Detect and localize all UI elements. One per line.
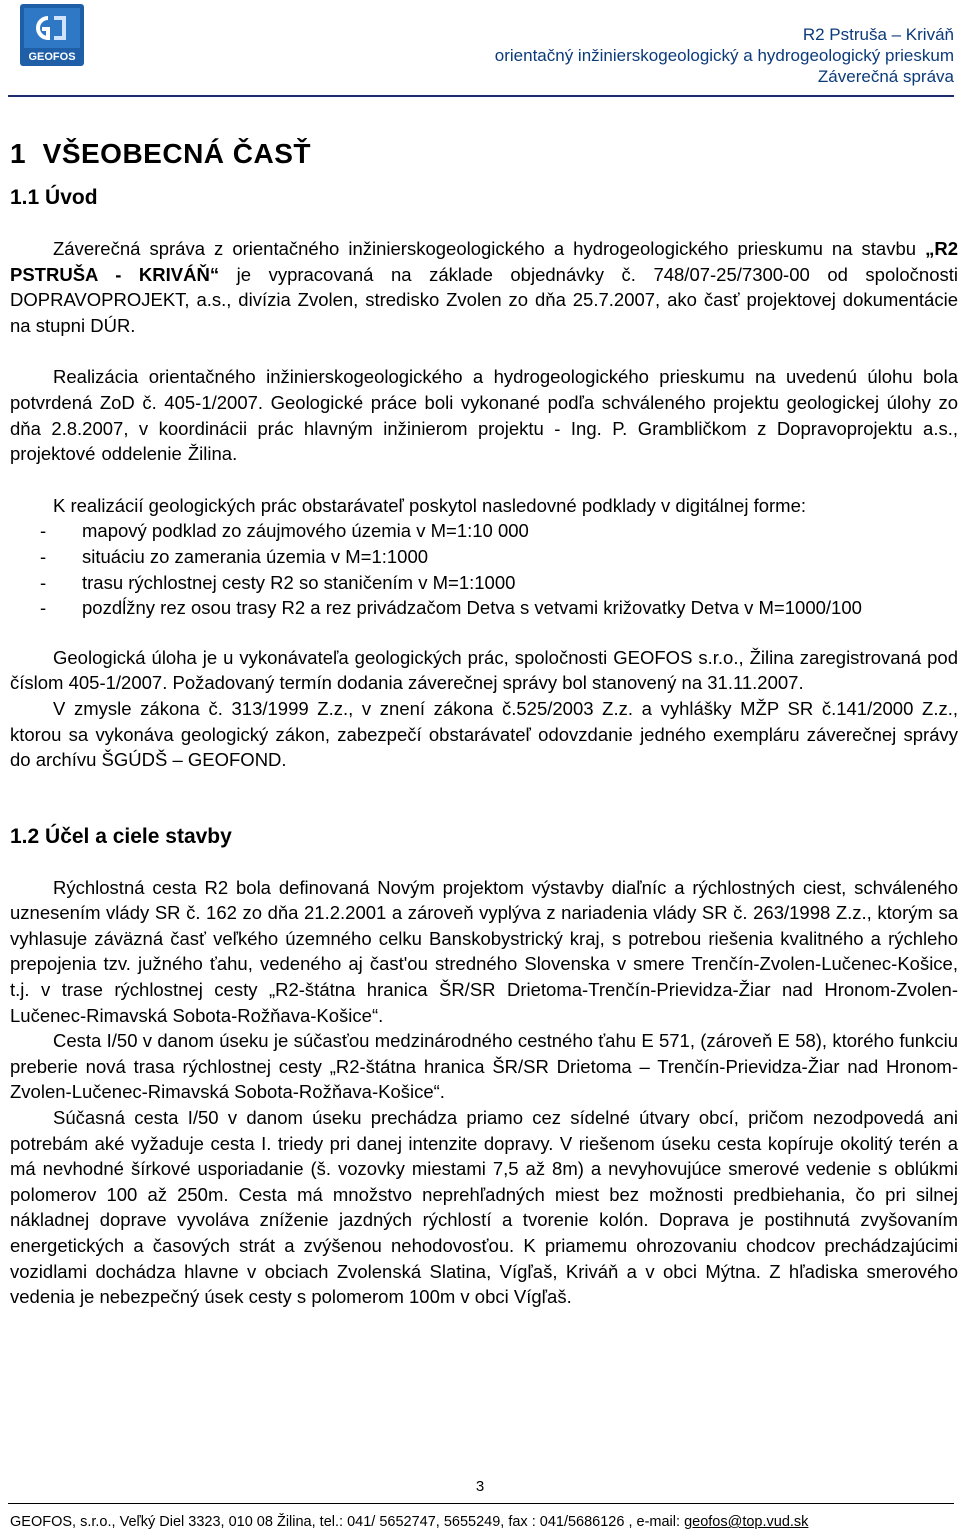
paragraph-text: Záverečná správa z orientačného inžinierskogeologického a hydrogeologického prieskumu na stavbu [53, 238, 926, 259]
chapter-title: VŠEOBECNÁ ČASŤ [42, 138, 312, 169]
header-title-block [495, 24, 954, 87]
list-marker: - [40, 545, 47, 567]
page-footer [10, 1514, 808, 1530]
list-item [10, 544, 958, 570]
paragraph-legal: V zmysle zákona č. 313/1999 Z.z., v znení zákona č.525/2003 Z.z. a vyhlášky MŽP SR č.141/2000 Z.z., ktorou sa vykonáva geologický zákon, zabezpečí obstarávateľ odovzdanie jedného exempláru záverečnej správy do archívu ŠGÚDŠ – GEOFOND. [10, 697, 958, 771]
section-heading-ucel: 1.2 Účel a ciele stavby [10, 824, 232, 848]
document-body [10, 134, 958, 1310]
paragraph-realization: Realizácia orientačného inžinierskogeologického a hydrogeologického prieskumu na uvedenú úlohu bola potvrdená ZoD č. 405-1/2007. Geologické práce boli vykonané podľa schváleného projektu geologickej úlohy zo dňa 2.8.2007, v koordinácii prác hlavným inžinierom projektu - Ing. P. Grambličkom z Dopravoprojektu a.s., projektové oddelenie Žilina. [10, 366, 958, 465]
section-heading-uvod: 1.1 Úvod [10, 186, 98, 209]
paragraph-i50: Cesta I/50 v danom úseku je súčasťou medzinárodného cestného ťahu E 571, (zároveň E 58), ktorého funkciu preberie nová trasa rýchlostnej cesty „R2-štátna hranica ŠR/SR Drietoma – Trenčín-Prievidza-Žiar nad Hronom-Zvolen-Lučenec-Rimavská Sobota-Rožňava-Košice“. [10, 1030, 958, 1103]
list-item [10, 518, 958, 544]
footer-email-link[interactable]: geofos@top.vud.sk [684, 1514, 809, 1530]
inputs-list [10, 518, 958, 620]
header-subtitle: orientačný inžinierskogeologický a hydrogeologický prieskum [494, 46, 954, 65]
geofos-logo [20, 4, 84, 66]
list-marker: - [40, 597, 47, 619]
header-project: R2 Pstruša – Kriváň [802, 25, 954, 44]
footer-divider [8, 1503, 954, 1504]
list-marker: - [40, 571, 47, 593]
paragraph-inputs-intro: K realizácií geologických prác obstarávateľ poskytol nasledovné podklady v digitálnej forme: [53, 494, 806, 516]
page-header [0, 0, 960, 98]
paragraph-registration: Geologická úloha je u vykonávateľa geologických prác, spoločnosti GEOFOS s.r.o., Žilina zaregistrovaná pod číslom 405-1/2007. Požadovaný termín dodania záverečnej správy bol stanovený na 31.11.2007. [10, 646, 958, 694]
list-item-text: pozdĺžny rez osou trasy R2 a rez privádzačom Detva s vetvami križovatky Detva v M=1000/100 [82, 597, 862, 619]
logo-text: GEOFOS [28, 51, 76, 63]
header-report-type: Záverečná správa [817, 67, 954, 86]
header-divider [8, 95, 954, 97]
project-name-bold: „R2 PSTRUŠA - KRIVÁŇ“ [10, 238, 958, 285]
paragraph-text: je vypracovaná na základe objednávky č. 748/07-25/7300-00 od spoločnosti DOPRAVOPROJEKT, a.s., divízia Zvolen, stredisko Zvolen zo dňa 25.7.2007, ako časť projektovej dokumentácie na stupni DÚR. [10, 263, 958, 336]
list-item-text: situáciu zo zamerania územia v M=1:1000 [82, 545, 429, 567]
paragraph-r2-definition: Rýchlostná cesta R2 bola definovaná Novým projektom výstavby diaľníc a rýchlostných ciest, schváleného uznesením vlády SR č. 162 zo dňa 21.2.2001 a zároveň vyplýva z nariadenia vlády SR č. 263/1998 Z.z., ktorým sa vyhlasuje záväzná časť veľkého územného celku Banskobystrický kraj, s potrebou riešenia kvalitného a rýchleho prepojenia tzv. južného ťahu, vedeného aj čast'ou stredného Slovenska v smere Trenčín-Zvolen-Lučenec-Košice, t.j. v trase rýchlostnej cesty „R2-štátna hranica ŠR/SR Drietoma-Trenčín-Prievidza-Žiar nad Hronom-Zvolen-Lučenec-Rimavská Sobota-Rožňava-Košice“. [10, 876, 958, 1026]
list-item [10, 570, 958, 596]
page-number: 3 [475, 1478, 485, 1495]
list-marker: - [40, 520, 47, 542]
paragraph-current-state: Súčasná cesta I/50 v danom úseku prechádza priamo cez sídelné útvary obcí, pričom nezodpovedá ani potrebám aké vyžaduje cesta I. triedy pri danej intenzite dopravy. V riešenom úseku cesta kopíruje okolitý terén a má nevhodné šírkové usporiadanie (š. vozovky miestami 7,5 až 8m) a nevyhovujúce smerové vedenie s oblúkmi polomerov 100 až 250m. Cesta má množstvo neprehľadných miest bez možnosti predbiehania, čo pri silnej nákladnej doprave vyvoláva zníženie jazdných rýchlostí a tvorenie kolón. Doprava je postihnutá zvyšovaním energetických a časových strát a zvýšenou nehodovosťou. K priamemu ohrozovaniu chodcov prechádzajúcimi vozidlami dochádza hlavne v obciach Zvolenská Slatina, Vígľaš, Kriváň a v obci Mýtna. Z hľadiska smerového vedenia je nebezpečný úsek cesty s polomerom 100m v obci Vígľaš. [10, 1107, 958, 1308]
chapter-heading [10, 134, 958, 174]
footer-address: GEOFOS, s.r.o., Veľký Diel 3323, 010 08 Žilina, tel.: 041/ 5652747, 5655249, fax : 041/5686126 , e-mail: [10, 1514, 685, 1530]
list-item-text: mapový podklad zo záujmového územia v M=1:10 000 [82, 520, 529, 542]
chapter-number: 1 [10, 138, 27, 169]
list-item [10, 595, 958, 621]
list-item-text: trasu rýchlostnej cesty R2 so staničením v M=1:1000 [82, 571, 516, 593]
paragraph-intro [10, 236, 958, 338]
